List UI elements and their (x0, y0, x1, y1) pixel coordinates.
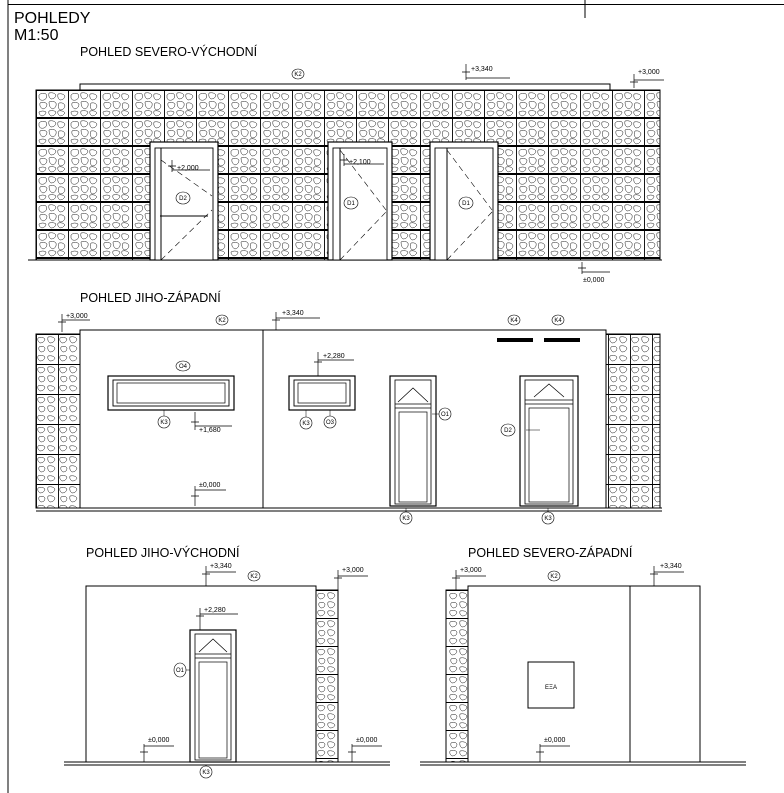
tag-nw-k2 (548, 571, 560, 581)
roof-vent-1 (497, 338, 533, 342)
svg-text:O4: O4 (178, 364, 188, 370)
window-sw-1 (108, 376, 234, 410)
svg-text:K3: K3 (202, 770, 210, 776)
level-se-3: +2,280 (204, 607, 226, 614)
level-sw-3: +2,280 (323, 353, 345, 360)
sheet-title: POHLEDY (14, 10, 91, 27)
svg-text:K3: K3 (544, 516, 552, 522)
view-south-west (36, 290, 662, 524)
window-sw-2 (289, 376, 355, 410)
roof-edge-ne (80, 84, 610, 90)
level-ne-1: +3,340 (471, 66, 493, 73)
level-nw-2: +3,340 (660, 563, 682, 570)
tag-ne-d2 (176, 192, 190, 204)
stone-pillar-sw-left (36, 334, 80, 508)
tag-sw-k4a (508, 315, 520, 325)
level-se-4: ±0,000 (148, 737, 170, 744)
tag-sw-k3c (400, 512, 412, 524)
level-sw-1: +3,000 (66, 313, 88, 320)
level-nw-3: ±0,000 (544, 737, 566, 744)
view-north-west (420, 545, 746, 765)
view-title-south-west: POHLED JIHO-ZÁPADNÍ (80, 291, 221, 305)
tag-sw-k2 (216, 315, 228, 325)
tag-se-k2 (248, 571, 260, 581)
door-sw-2 (520, 376, 578, 506)
svg-text:K2: K2 (550, 574, 558, 580)
view-title-north-east: POHLED SEVERO-VÝCHODNÍ (80, 45, 258, 59)
level-sw-4: +1,680 (199, 427, 221, 434)
svg-text:K3: K3 (160, 420, 168, 426)
svg-text:O3: O3 (325, 420, 335, 426)
stone-pillar-se (316, 590, 338, 762)
svg-text:K3: K3 (402, 516, 410, 522)
level-se-5: ±0,000 (356, 737, 378, 744)
view-north-east (28, 44, 664, 284)
door-se (190, 630, 236, 762)
level-ne-4: +2,000 (177, 165, 199, 172)
level-sw-5: ±0,000 (199, 482, 221, 489)
tag-ne-d1a (344, 197, 358, 209)
electric-panel-nw (528, 662, 574, 708)
svg-text:D2: D2 (504, 428, 512, 434)
tag-sw-o4 (176, 361, 190, 371)
tag-sw-k4b (552, 315, 564, 325)
stone-pillar-nw (446, 590, 468, 762)
tag-sw-d2 (501, 424, 515, 436)
tag-sw-k3b (300, 417, 312, 429)
svg-text:K4: K4 (510, 318, 518, 324)
door-sw-1 (390, 376, 436, 506)
svg-text:D2: D2 (179, 196, 187, 202)
svg-text:D1: D1 (462, 201, 470, 207)
tag-se-o1 (174, 663, 186, 677)
level-sw-2: +3,340 (282, 310, 304, 317)
view-title-north-west: POHLED SEVERO-ZÁPADNÍ (468, 546, 633, 560)
level-ne-5: ±0,000 (583, 277, 605, 284)
level-se-1: +3,340 (210, 563, 232, 570)
roof-vent-2 (544, 338, 580, 342)
tag-sw-o1 (439, 408, 451, 420)
svg-text:ΕΞΑ: ΕΞΑ (545, 685, 557, 691)
svg-text:O1: O1 (440, 412, 450, 418)
level-ne-3: +2,100 (349, 159, 371, 166)
level-se-2: +3,000 (342, 567, 364, 574)
svg-text:K2: K2 (250, 574, 258, 580)
svg-text:K2: K2 (218, 318, 226, 324)
tag-sw-k3d (542, 512, 554, 524)
tag-sw-k3a (158, 416, 170, 428)
tag-se-k3 (200, 766, 212, 778)
view-south-east (64, 545, 390, 778)
tag-ne-d1b (459, 197, 473, 209)
svg-text:D1: D1 (347, 201, 355, 207)
svg-text:K2: K2 (294, 72, 302, 78)
tag-sw-o3 (324, 416, 336, 428)
tag-ne-k2 (292, 69, 304, 79)
view-title-south-east: POHLED JIHO-VÝCHODNÍ (86, 546, 240, 560)
sheet-scale: M1:50 (14, 27, 59, 44)
stone-pillar-sw-right (606, 334, 660, 508)
facade-nw (468, 586, 700, 762)
level-nw-1: +3,000 (460, 567, 482, 574)
svg-text:O1: O1 (175, 668, 185, 674)
svg-text:K4: K4 (554, 318, 562, 324)
level-ne-2: +3,000 (638, 69, 660, 76)
svg-text:K3: K3 (302, 421, 310, 427)
